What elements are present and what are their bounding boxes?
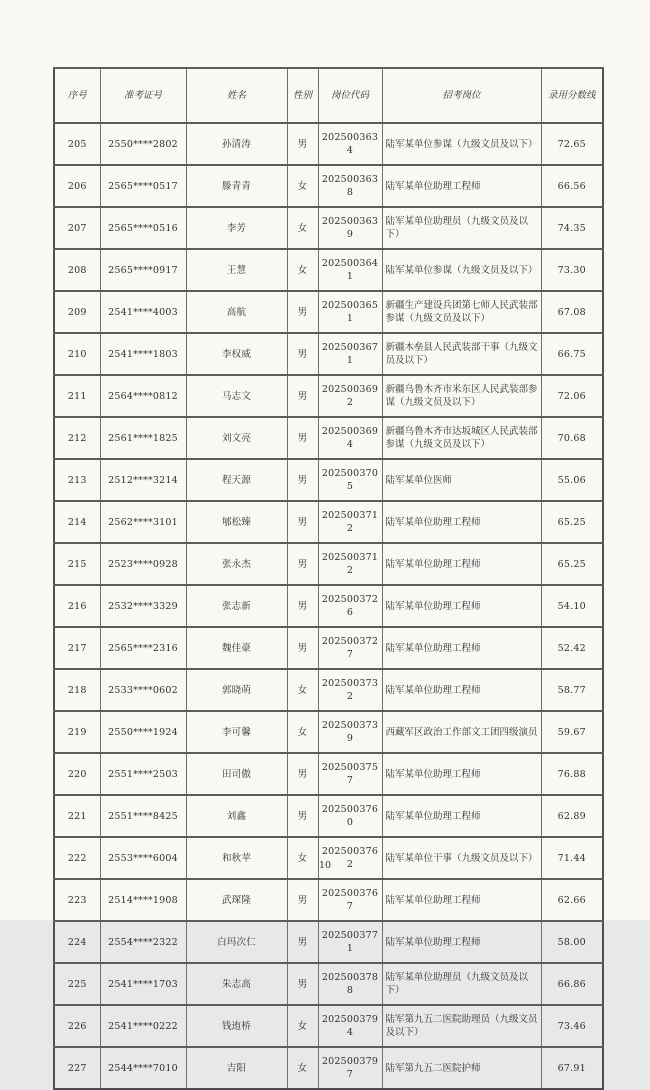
cell-position-title: 新疆木垒县人民武装部干事（九级文员及以下） — [382, 333, 541, 375]
cell-ticket-number: 2532****3329 — [100, 585, 186, 627]
cell-gender: 男 — [287, 753, 318, 795]
cell-position-title: 陆军某单位助理工程师 — [382, 753, 541, 795]
cell-ticket-number: 2550****1924 — [100, 711, 186, 753]
cell-serial-number: 212 — [54, 417, 100, 459]
cell-position-title: 新疆乌鲁木齐市达坂城区人民武装部参谋（九级文员及以下） — [382, 417, 541, 459]
cell-gender: 男 — [287, 963, 318, 1005]
cell-position-code: 2025003762 — [318, 837, 382, 879]
cell-ticket-number: 2551****8425 — [100, 795, 186, 837]
recruitment-score-table — [53, 67, 604, 1090]
cell-position-code: 2025003760 — [318, 795, 382, 837]
cell-ticket-number: 2512****3214 — [100, 459, 186, 501]
cell-ticket-number: 2565****2316 — [100, 627, 186, 669]
cell-score: 66.86 — [541, 963, 603, 1005]
table-row — [54, 165, 603, 207]
table-row — [54, 1047, 603, 1089]
table-row — [54, 585, 603, 627]
cell-ticket-number: 2544****7010 — [100, 1047, 186, 1089]
cell-position-title: 陆军某单位医师 — [382, 459, 541, 501]
cell-position-code: 2025003794 — [318, 1005, 382, 1047]
table-row — [54, 501, 603, 543]
table-row — [54, 207, 603, 249]
cell-gender: 男 — [287, 627, 318, 669]
cell-name: 和秋苹 — [186, 837, 287, 879]
cell-position-code: 2025003732 — [318, 669, 382, 711]
cell-gender: 女 — [287, 837, 318, 879]
cell-serial-number: 226 — [54, 1005, 100, 1047]
cell-score: 74.35 — [541, 207, 603, 249]
cell-ticket-number: 2565****0917 — [100, 249, 186, 291]
cell-gender: 男 — [287, 459, 318, 501]
cell-serial-number: 222 — [54, 837, 100, 879]
cell-gender: 男 — [287, 543, 318, 585]
cell-position-code: 2025003767 — [318, 879, 382, 921]
cell-serial-number: 218 — [54, 669, 100, 711]
table-row — [54, 333, 603, 375]
cell-gender: 男 — [287, 585, 318, 627]
cell-gender: 女 — [287, 1005, 318, 1047]
cell-gender: 男 — [287, 921, 318, 963]
cell-serial-number: 227 — [54, 1047, 100, 1089]
cell-score: 72.65 — [541, 123, 603, 165]
cell-name: 马志文 — [186, 375, 287, 417]
cell-serial-number: 214 — [54, 501, 100, 543]
table-row — [54, 669, 603, 711]
cell-name: 刘鑫 — [186, 795, 287, 837]
cell-serial-number: 221 — [54, 795, 100, 837]
cell-name: 李可馨 — [186, 711, 287, 753]
cell-serial-number: 224 — [54, 921, 100, 963]
cell-ticket-number: 2554****2322 — [100, 921, 186, 963]
cell-position-code: 2025003641 — [318, 249, 382, 291]
cell-gender: 男 — [287, 123, 318, 165]
cell-gender: 女 — [287, 249, 318, 291]
cell-score: 55.06 — [541, 459, 603, 501]
table-row — [54, 291, 603, 333]
cell-score: 65.25 — [541, 543, 603, 585]
cell-ticket-number: 2541****4003 — [100, 291, 186, 333]
cell-gender: 女 — [287, 1047, 318, 1089]
cell-serial-number: 213 — [54, 459, 100, 501]
cell-name: 朱志高 — [186, 963, 287, 1005]
cell-position-code: 2025003797 — [318, 1047, 382, 1089]
cell-position-title: 陆军某单位助理工程师 — [382, 669, 541, 711]
cell-ticket-number: 2553****6004 — [100, 837, 186, 879]
page-number: 10 — [318, 860, 332, 871]
cell-ticket-number: 2565****0517 — [100, 165, 186, 207]
cell-ticket-number: 2562****3101 — [100, 501, 186, 543]
cell-position-code: 2025003739 — [318, 711, 382, 753]
cell-name: 刘文亮 — [186, 417, 287, 459]
cell-serial-number: 216 — [54, 585, 100, 627]
cell-score: 72.06 — [541, 375, 603, 417]
cell-serial-number: 205 — [54, 123, 100, 165]
cell-position-title: 陆军某单位助理工程师 — [382, 585, 541, 627]
cell-score: 58.00 — [541, 921, 603, 963]
cell-position-code: 2025003712 — [318, 501, 382, 543]
cell-position-title: 陆军某单位助理工程师 — [382, 627, 541, 669]
cell-ticket-number: 2551****2503 — [100, 753, 186, 795]
cell-score: 76.88 — [541, 753, 603, 795]
cell-score: 70.68 — [541, 417, 603, 459]
cell-score: 59.67 — [541, 711, 603, 753]
cell-score: 66.75 — [541, 333, 603, 375]
cell-name: 钱迶桥 — [186, 1005, 287, 1047]
cell-position-title: 陆军某单位助理工程师 — [382, 921, 541, 963]
cell-position-title: 陆军某单位参谋（九级文员及以下） — [382, 249, 541, 291]
cell-position-code: 2025003671 — [318, 333, 382, 375]
cell-serial-number: 217 — [54, 627, 100, 669]
cell-name: 张永杰 — [186, 543, 287, 585]
header-position-title: 招考岗位 — [382, 68, 541, 123]
cell-position-code: 2025003788 — [318, 963, 382, 1005]
cell-gender: 女 — [287, 207, 318, 249]
header-gender: 性别 — [287, 68, 318, 123]
cell-name: 王慧 — [186, 249, 287, 291]
table-body — [54, 123, 603, 1089]
cell-name: 张志新 — [186, 585, 287, 627]
cell-name: 郭晓萌 — [186, 669, 287, 711]
cell-score: 67.08 — [541, 291, 603, 333]
cell-position-title: 陆军某单位助理工程师 — [382, 795, 541, 837]
cell-name: 白玛次仁 — [186, 921, 287, 963]
cell-score: 66.56 — [541, 165, 603, 207]
cell-serial-number: 211 — [54, 375, 100, 417]
cell-name: 郇松臻 — [186, 501, 287, 543]
table-container — [53, 67, 602, 1090]
cell-name: 李芳 — [186, 207, 287, 249]
cell-position-title: 陆军某单位助理工程师 — [382, 879, 541, 921]
cell-ticket-number: 2541****1803 — [100, 333, 186, 375]
cell-position-title: 陆军某单位助理员（九级文员及以下） — [382, 207, 541, 249]
cell-score: 67.91 — [541, 1047, 603, 1089]
cell-score: 73.46 — [541, 1005, 603, 1047]
cell-serial-number: 210 — [54, 333, 100, 375]
cell-serial-number: 215 — [54, 543, 100, 585]
cell-name: 孙清涛 — [186, 123, 287, 165]
header-ticket-number: 准考证号 — [100, 68, 186, 123]
cell-ticket-number: 2541****0222 — [100, 1005, 186, 1047]
cell-ticket-number: 2533****0602 — [100, 669, 186, 711]
table-row — [54, 543, 603, 585]
table-header-row — [54, 68, 603, 123]
cell-gender: 女 — [287, 669, 318, 711]
table-row — [54, 921, 603, 963]
table-row — [54, 711, 603, 753]
cell-position-code: 2025003757 — [318, 753, 382, 795]
cell-serial-number: 209 — [54, 291, 100, 333]
cell-score: 54.10 — [541, 585, 603, 627]
header-name: 姓名 — [186, 68, 287, 123]
cell-ticket-number: 2550****2802 — [100, 123, 186, 165]
cell-position-code: 2025003692 — [318, 375, 382, 417]
cell-serial-number: 207 — [54, 207, 100, 249]
table-row — [54, 837, 603, 879]
cell-gender: 男 — [287, 879, 318, 921]
cell-position-code: 2025003634 — [318, 123, 382, 165]
cell-position-title: 陆军某单位助理工程师 — [382, 543, 541, 585]
cell-serial-number: 206 — [54, 165, 100, 207]
cell-position-title: 陆军某单位干事（九级文员及以下） — [382, 837, 541, 879]
cell-gender: 男 — [287, 291, 318, 333]
cell-position-title: 西藏军区政治工作部文工团四级演员 — [382, 711, 541, 753]
cell-score: 73.30 — [541, 249, 603, 291]
table-row — [54, 417, 603, 459]
cell-ticket-number: 2565****0516 — [100, 207, 186, 249]
cell-gender: 女 — [287, 165, 318, 207]
table-row — [54, 879, 603, 921]
cell-position-title: 陆军某单位助理工程师 — [382, 165, 541, 207]
header-score-line: 录用分数线 — [541, 68, 603, 123]
cell-score: 52.42 — [541, 627, 603, 669]
table-row — [54, 375, 603, 417]
cell-position-title: 陆军某单位助理员（九级文员及以下） — [382, 963, 541, 1005]
cell-gender: 男 — [287, 795, 318, 837]
cell-name: 滕青青 — [186, 165, 287, 207]
cell-gender: 男 — [287, 417, 318, 459]
cell-ticket-number: 2564****0812 — [100, 375, 186, 417]
cell-position-code: 2025003638 — [318, 165, 382, 207]
cell-serial-number: 223 — [54, 879, 100, 921]
cell-serial-number: 220 — [54, 753, 100, 795]
cell-name: 武琛隆 — [186, 879, 287, 921]
table-row — [54, 249, 603, 291]
cell-position-title: 陆军某单位助理工程师 — [382, 501, 541, 543]
cell-gender: 男 — [287, 333, 318, 375]
cell-serial-number: 225 — [54, 963, 100, 1005]
cell-position-code: 2025003705 — [318, 459, 382, 501]
table-row — [54, 795, 603, 837]
cell-ticket-number: 2514****1908 — [100, 879, 186, 921]
table-row — [54, 963, 603, 1005]
cell-score: 65.25 — [541, 501, 603, 543]
table-row — [54, 753, 603, 795]
cell-name: 李权威 — [186, 333, 287, 375]
cell-score: 62.89 — [541, 795, 603, 837]
cell-position-title: 新疆乌鲁木齐市米东区人民武装部参谋（九级文员及以下） — [382, 375, 541, 417]
cell-position-title: 陆军第九五二医院助理员（九级文员及以下） — [382, 1005, 541, 1047]
header-position-code: 岗位代码 — [318, 68, 382, 123]
table-row — [54, 627, 603, 669]
cell-gender: 女 — [287, 711, 318, 753]
cell-serial-number: 208 — [54, 249, 100, 291]
cell-name: 田司傲 — [186, 753, 287, 795]
cell-score: 62.66 — [541, 879, 603, 921]
cell-ticket-number: 2541****1703 — [100, 963, 186, 1005]
cell-ticket-number: 2523****0928 — [100, 543, 186, 585]
cell-position-title: 新疆生产建设兵团第七师人民武装部参谋（九级文员及以下） — [382, 291, 541, 333]
cell-position-title: 陆军第九五二医院护师 — [382, 1047, 541, 1089]
cell-serial-number: 219 — [54, 711, 100, 753]
cell-position-code: 2025003712 — [318, 543, 382, 585]
cell-position-title: 陆军某单位参谋（九级文员及以下） — [382, 123, 541, 165]
cell-position-code: 2025003771 — [318, 921, 382, 963]
cell-position-code: 2025003726 — [318, 585, 382, 627]
table-row — [54, 1005, 603, 1047]
cell-position-code: 2025003639 — [318, 207, 382, 249]
cell-name: 吉阳 — [186, 1047, 287, 1089]
cell-gender: 男 — [287, 375, 318, 417]
cell-gender: 男 — [287, 501, 318, 543]
cell-position-code: 2025003694 — [318, 417, 382, 459]
cell-ticket-number: 2561****1825 — [100, 417, 186, 459]
cell-name: 高航 — [186, 291, 287, 333]
table-row — [54, 459, 603, 501]
cell-score: 58.77 — [541, 669, 603, 711]
cell-position-code: 2025003651 — [318, 291, 382, 333]
cell-name: 程天源 — [186, 459, 287, 501]
table-row — [54, 123, 603, 165]
cell-name: 魏佳豪 — [186, 627, 287, 669]
cell-position-code: 2025003727 — [318, 627, 382, 669]
cell-score: 71.44 — [541, 837, 603, 879]
header-serial-number: 序号 — [54, 68, 100, 123]
